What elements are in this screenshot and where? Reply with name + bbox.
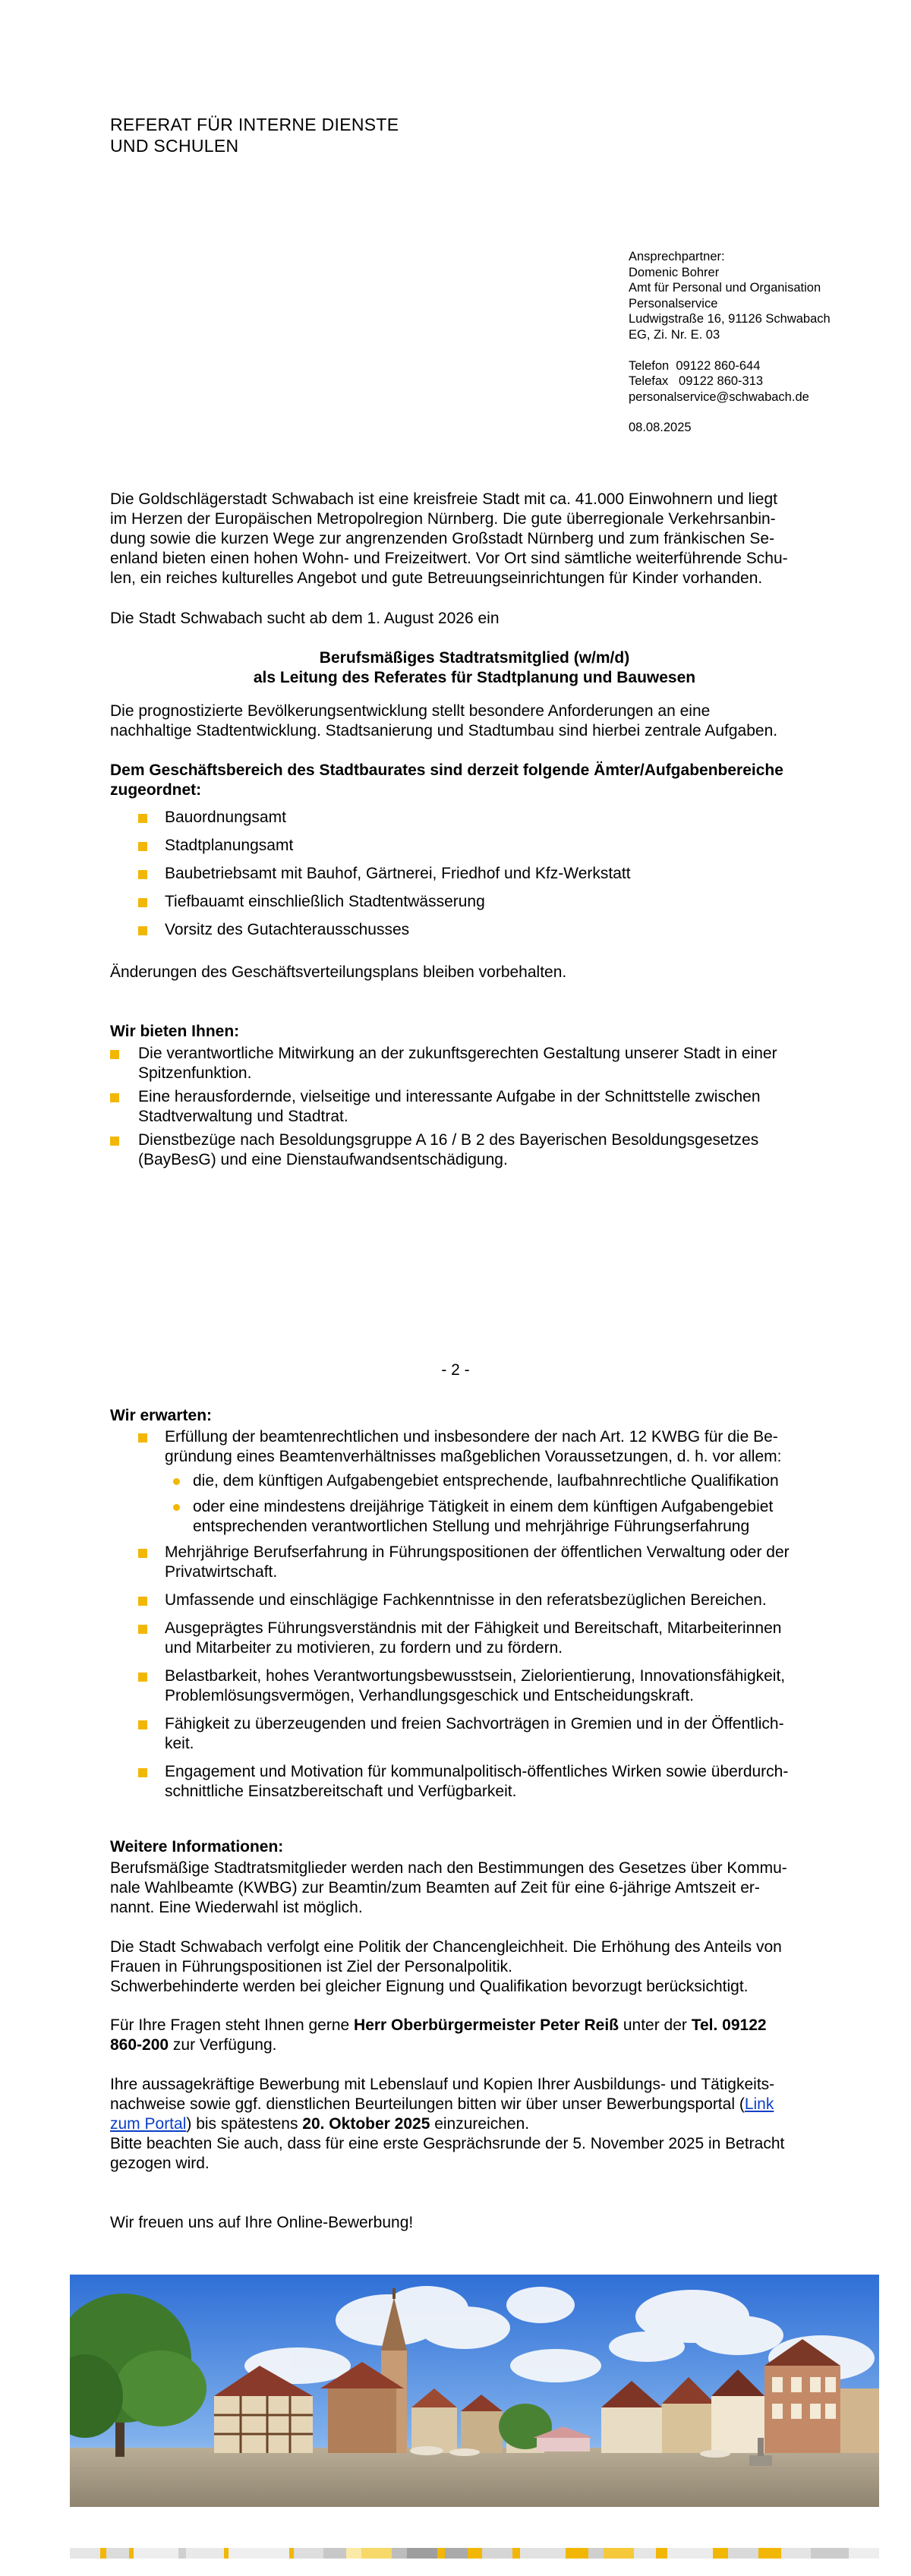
list-item: Engagement und Motivation für kommunalpolitisch-öffentliches Wirken sowie überdurch- schnittliche Einsatzbereitschaft und Verfügbarkeit.: [110, 1762, 839, 1802]
stripe-segment: [437, 2548, 445, 2559]
stripe-segment: [728, 2548, 758, 2559]
stripe-segment: [106, 2548, 129, 2559]
list-item: Tiefbauamt einschließlich Stadtentwässerung: [110, 892, 839, 912]
contact-line: Domenic Bohrer: [629, 265, 720, 279]
contact-line: Ludwigstraße 16, 91126 Schwabach: [629, 312, 831, 326]
list-item: Belastbarkeit, hohes Verantwortungsbewusstsein, Zielorientierung, Innovationsfähigkeit, Problemlösungsvermögen, Verhandlungsgeschick und Entscheidungskraft.: [110, 1666, 839, 1706]
list-item: Die verantwortliche Mitwirkung an der zukunftsgerechten Gestaltung unserer Stadt in einer Spitzenfunktion.: [110, 1044, 839, 1083]
contact-line: Ansprechpartner:: [629, 250, 725, 263]
contact-line: Amt für Personal und Organisation: [629, 281, 821, 295]
stripe-segment: [634, 2548, 657, 2559]
department-line-2: UND SCHULEN: [110, 136, 239, 156]
questions-paragraph: Für Ihre Fragen steht Ihnen gerne Herr Oberbürgermeister Peter Reiß unter der Tel. 09122 860-200 zur Verfügung.: [110, 2016, 767, 2054]
stripe-segment: [346, 2548, 361, 2559]
list-item: Umfassende und einschlägige Fachkenntnisse in den referatsbezüglichen Bereichen.: [110, 1591, 839, 1610]
list-item: Fähigkeit zu überzeugenden und freien Sachvorträgen in Gremien und in der Öffentlich- keit.: [110, 1714, 839, 1754]
expect-heading: Wir erwarten:: [110, 1407, 213, 1424]
list-item: Stadtplanungsamt: [110, 836, 839, 856]
expect-sub-list: [165, 1471, 839, 1537]
list-item: Ausgeprägtes Führungsverständnis mit der Fähigkeit und Bereitschaft, Mitarbeiterinnen und Mitarbeiter zu motivieren, zu fordern und zu fördern.: [110, 1619, 839, 1658]
stripe-segment: [392, 2548, 407, 2559]
stripe-segment: [667, 2548, 713, 2559]
stripe-segment: [588, 2548, 604, 2559]
department-name: [110, 114, 399, 156]
stripe-segment: [512, 2548, 520, 2559]
offer-heading: Wir bieten Ihnen:: [110, 1023, 240, 1040]
stripe-segment: [361, 2548, 392, 2559]
info-paragraph-2: Die Stadt Schwabach verfolgt eine Politik der Chancengleichheit. Die Erhöhung des Anteils von Frauen in Führungspositionen ist Ziel der Personalpolitik. Schwerbehinderte werden bei gleicher Eignung und Qualifikation bevorzugt berücksichtigt.: [110, 1938, 782, 1995]
deadline: 20. Oktober 2025: [302, 2115, 430, 2133]
contact-line: EG, Zi. Nr. E. 03: [629, 327, 720, 342]
stripe-segment: [134, 2548, 179, 2559]
departments-list: [110, 808, 839, 948]
contact-line: Personalservice: [629, 296, 718, 311]
department-line-1: REFERAT FÜR INTERNE DIENSTE: [110, 115, 399, 134]
stripe-segment: [407, 2548, 437, 2559]
mayor-phone: 860-200: [110, 2036, 169, 2054]
portal-link[interactable]: Link: [744, 2095, 774, 2113]
intro-paragraph: Die Goldschlägerstadt Schwabach ist eine kreisfreie Stadt mit ca. 41.000 Einwohnern und liegt im Herzen der Europäischen Metropolregion Nürnberg. Die gute überregionale Verkehrsanbin- dung sowie die kurzen Wege zur angrenzenden Großstadt Nürnberg und zum fränkischen Se- enland bieten einen hohen Wohn- und Freizeitwert. Vor Ort sind sämtliche weiterführende Schu- len, ein reiches kulturelles Angebot und gute Betreuungseinrichtungen für Kinder vorhanden.: [110, 490, 788, 587]
letter-date: 08.08.2025: [629, 421, 692, 435]
stripe-segment: [520, 2548, 566, 2559]
stripe-segment: [713, 2548, 728, 2559]
list-item: Dienstbezüge nach Besoldungsgruppe A 16 / B 2 des Bayerischen Besoldungsgesetzes (BayBesG) und eine Dienstaufwandsentschädigung.: [110, 1130, 839, 1170]
mayor-name: Herr Oberbürgermeister Peter Reiß: [354, 2016, 619, 2034]
stripe-segment: [100, 2548, 106, 2559]
list-item: die, dem künftigen Aufgabengebiet entsprechende, laufbahnrechtliche Qualifikation: [165, 1471, 839, 1491]
closing-line: Wir freuen uns auf Ihre Online-Bewerbung!: [110, 2214, 414, 2231]
portal-link[interactable]: zum Portal: [110, 2115, 187, 2133]
stripe-segment: [178, 2548, 186, 2559]
town-square-image: [70, 2275, 879, 2507]
page-number: - 2 -: [441, 1361, 470, 1379]
stripe-segment: [758, 2548, 781, 2559]
stripe-segment: [811, 2548, 849, 2559]
stripe-segment: [656, 2548, 667, 2559]
info-heading: Weitere Informationen:: [110, 1838, 284, 1856]
stripe-segment: [849, 2548, 879, 2559]
stripe-segment: [294, 2548, 324, 2559]
contact-fax: Telefax 09122 860-313: [629, 374, 764, 389]
departments-note: Änderungen des Geschäftsverteilungsplans bleiben vorbehalten.: [110, 963, 567, 981]
contact-block: [629, 249, 887, 436]
list-item: oder eine mindestens dreijährige Tätigkeit in einem dem künftigen Aufgabengebiet entsprechenden verantwortlichen Stellung und mehrjährige Führungserfahrung: [165, 1497, 839, 1537]
search-sentence: Die Stadt Schwabach sucht ab dem 1. August 2026 ein: [110, 610, 500, 627]
list-item: Baubetriebsamt mit Bauhof, Gärtnerei, Friedhof und Kfz-Werkstatt: [110, 864, 839, 884]
departments-heading: Dem Geschäftsbereich des Stadtbaurates sind derzeit folgende Ämter/Aufgabenbereiche zugeordnet:: [110, 761, 783, 799]
contact-email[interactable]: personalservice@schwabach.de: [629, 389, 809, 404]
list-item: Vorsitz des Gutachterausschusses: [110, 920, 839, 940]
stripe-segment: [445, 2548, 468, 2559]
stripe-segment: [323, 2548, 346, 2559]
info-paragraph-1: Berufsmäßige Stadtratsmitglieder werden nach den Bestimmungen des Gesetzes über Kommu- nale Wahlbeamte (KWBG) zur Beamtin/zum Beamten auf Zeit für eine 6-jährige Amtszeit er- nannt. Eine Wiederwahl ist möglich.: [110, 1859, 787, 1916]
decorative-stripe: [70, 2548, 879, 2559]
stripe-segment: [70, 2548, 100, 2559]
list-item: Bauordnungsamt: [110, 808, 839, 828]
stripe-segment: [781, 2548, 812, 2559]
town-square-photo: [70, 2275, 879, 2507]
apply-paragraph: Ihre aussagekräftige Bewerbung mit Lebenslauf und Kopien Ihrer Ausbildungs- und Tätigkeits- nachweise sowie ggf. dienstlichen Beurteilungen bitten wir über unser Bewerbungsportal (Link zum Portal) bis spätestens 20. Oktober 2025 einzureichen. Bitte beachten Sie auch, dass für eine erste Gesprächsrunde der 5. November 2025 in Betracht gezogen wird.: [110, 2076, 785, 2172]
stripe-segment: [604, 2548, 634, 2559]
stripe-segment: [229, 2548, 289, 2559]
offer-list: [110, 1044, 839, 1174]
expect-list: [110, 1427, 839, 1810]
forecast-paragraph: Die prognostizierte Bevölkerungsentwicklung stellt besondere Anforderungen an eine nachhaltige Stadtentwicklung. Stadtsanierung und Stadtumbau sind hierbei zentrale Aufgaben.: [110, 702, 778, 739]
stripe-segment: [468, 2548, 483, 2559]
stripe-segment: [186, 2548, 224, 2559]
stripe-segment: [482, 2548, 512, 2559]
stripe-segment: [566, 2548, 588, 2559]
list-item: Eine herausfordernde, vielseitige und interessante Aufgabe in der Schnittstelle zwischen Stadtverwaltung und Stadtrat.: [110, 1087, 839, 1127]
list-item: Mehrjährige Berufserfahrung in Führungspositionen der öffentlichen Verwaltung oder der Privatwirtschaft.: [110, 1543, 839, 1582]
contact-phone: Telefon 09122 860-644: [629, 358, 761, 373]
position-title: Berufsmäßiges Stadtratsmitglied (w/m/d) als Leitung des Referates für Stadtplanung und Bauwesen: [253, 649, 696, 686]
list-item: Erfüllung der beamtenrechtlichen und insbesondere der nach Art. 12 KWBG für die Be- gründung eines Beamtenverhältnisses maßgeblichen Voraussetzungen, d. h. vor allem:: [110, 1427, 839, 1467]
